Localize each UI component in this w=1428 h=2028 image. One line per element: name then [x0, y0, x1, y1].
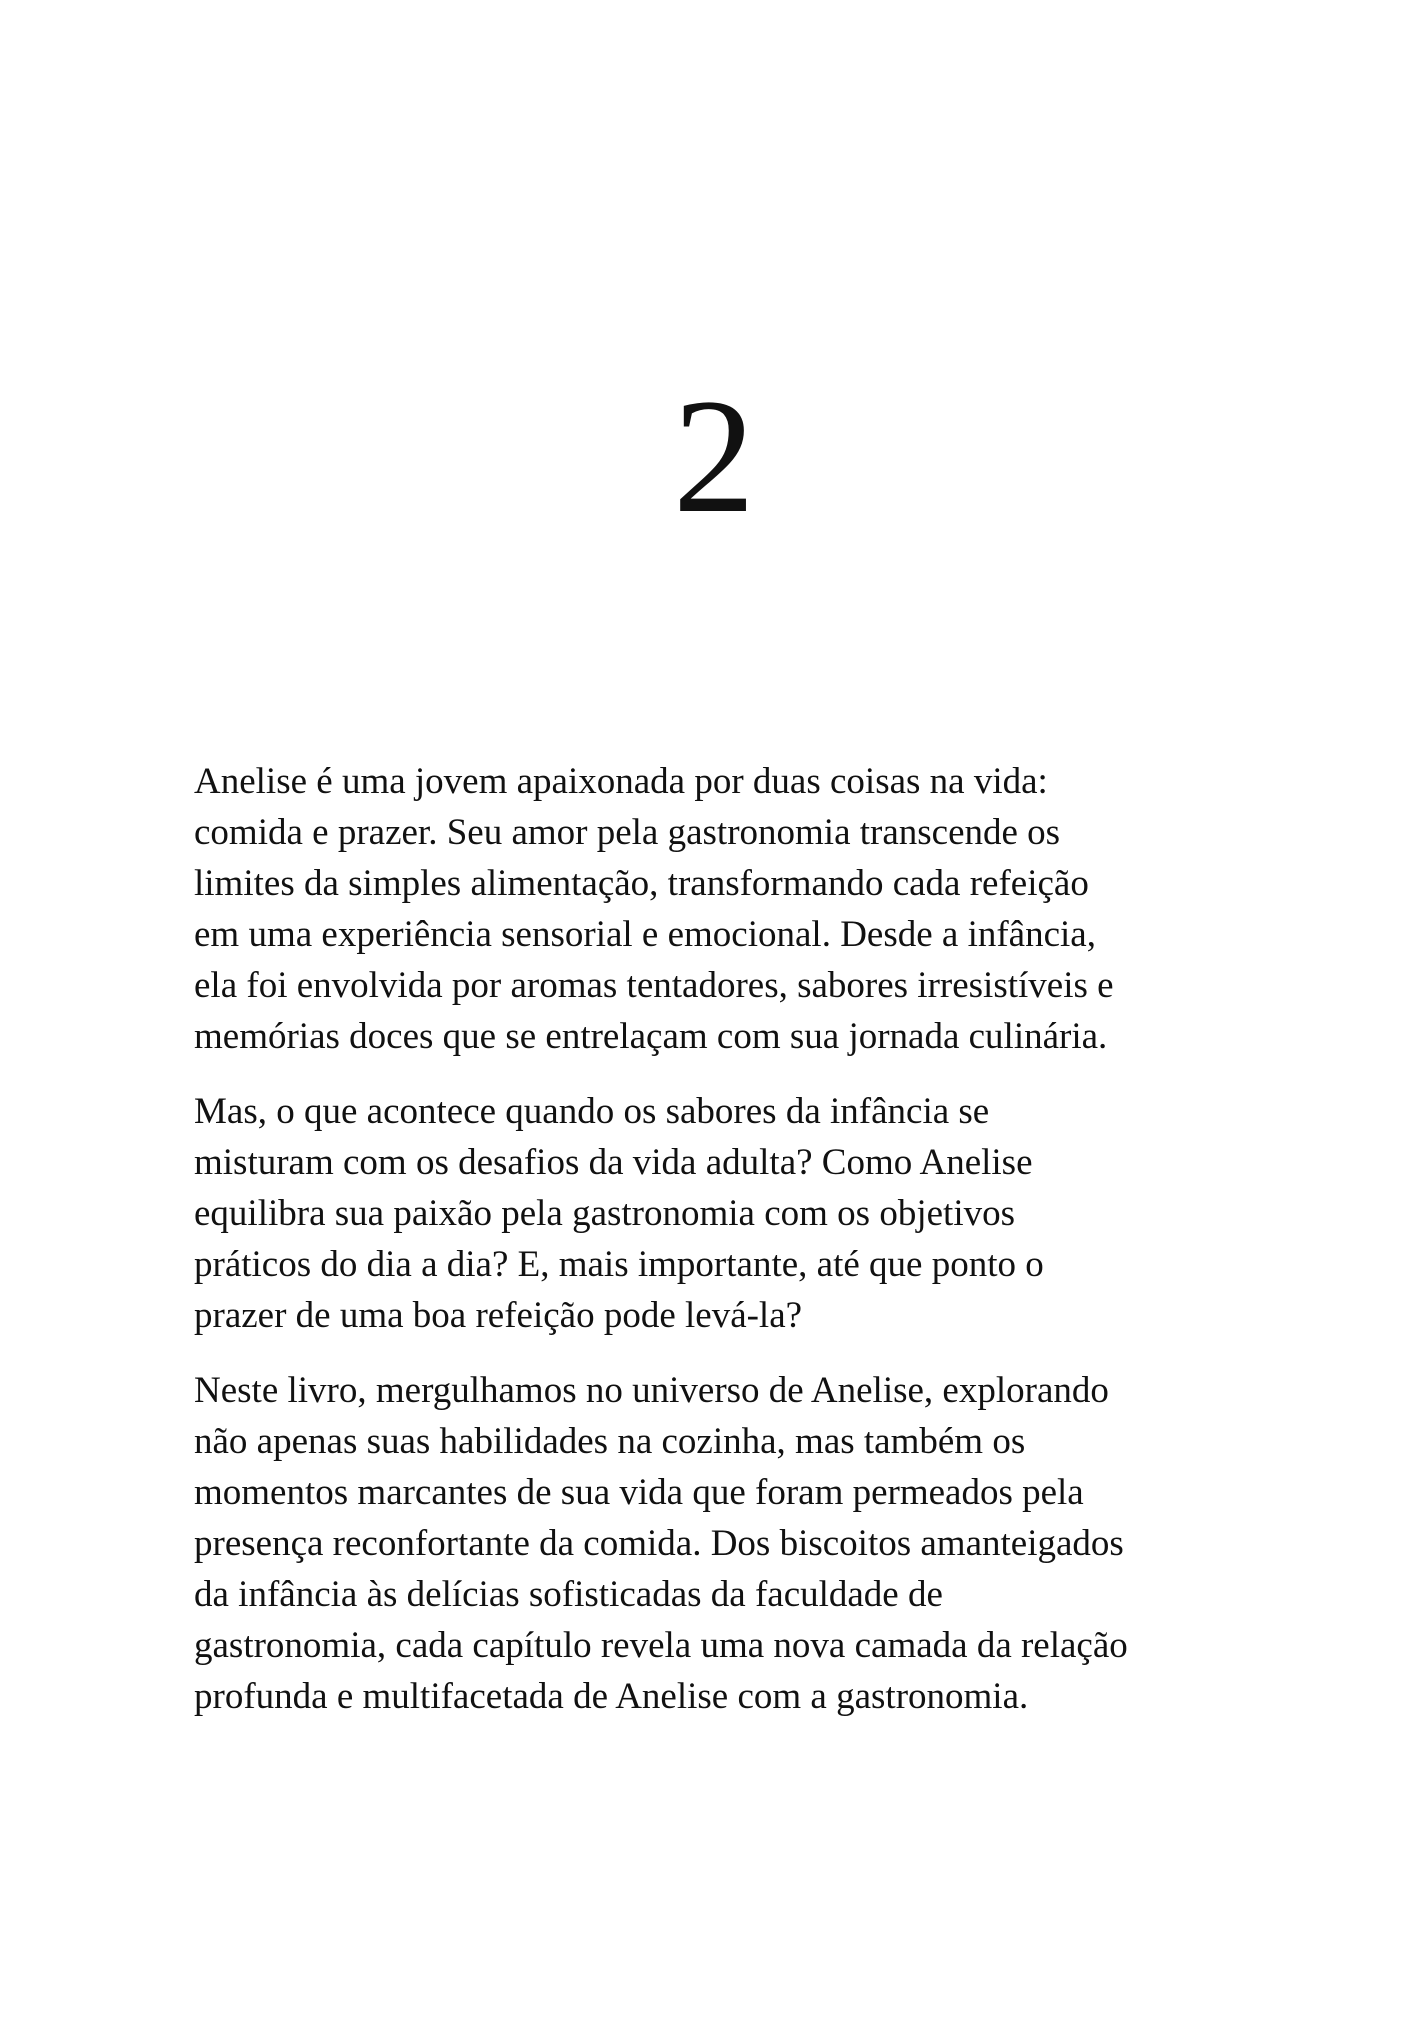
text-line: em uma experiência sensorial e emocional. Desde a infância, [194, 914, 1096, 955]
text-line: não apenas suas habilidades na cozinha, mas também os [194, 1421, 1026, 1462]
chapter-body [194, 756, 1254, 1746]
text-line: práticos do dia a dia? E, mais importante, até que ponto o [194, 1244, 1044, 1285]
text-line: Neste livro, mergulhamos no universo de Anelise, explorando [194, 1370, 1109, 1411]
text-line: misturam com os desafios da vida adulta? Como Anelise [194, 1142, 1033, 1183]
text-line: comida e prazer. Seu amor pela gastronomia transcende os [194, 812, 1061, 853]
text-line: gastronomia, cada capítulo revela uma nova camada da relação [194, 1625, 1128, 1666]
text-line: ela foi envolvida por aromas tentadores, sabores irresistíveis e [194, 965, 1114, 1006]
text-line: momentos marcantes de sua vida que foram permeados pela [194, 1472, 1084, 1513]
text-line: memórias doces que se entrelaçam com sua jornada culinária. [194, 1016, 1108, 1057]
text-line: Mas, o que acontece quando os sabores da infância se [194, 1091, 990, 1132]
paragraph-2 [194, 1086, 1254, 1341]
text-line: presença reconfortante da comida. Dos biscoitos amanteigados [194, 1523, 1124, 1564]
text-line: da infância às delícias sofisticadas da faculdade de [194, 1574, 943, 1615]
text-line: Anelise é uma jovem apaixonada por duas coisas na vida: [194, 761, 1048, 802]
text-line: profunda e multifacetada de Anelise com a gastronomia. [194, 1676, 1029, 1717]
chapter-number: 2 [673, 366, 755, 547]
text-line: limites da simples alimentação, transformando cada refeição [194, 863, 1089, 904]
text-line: equilibra sua paixão pela gastronomia com os objetivos [194, 1193, 1015, 1234]
paragraph-1 [194, 756, 1254, 1062]
paragraph-3 [194, 1365, 1254, 1722]
text-line: prazer de uma boa refeição pode levá-la? [194, 1295, 803, 1336]
